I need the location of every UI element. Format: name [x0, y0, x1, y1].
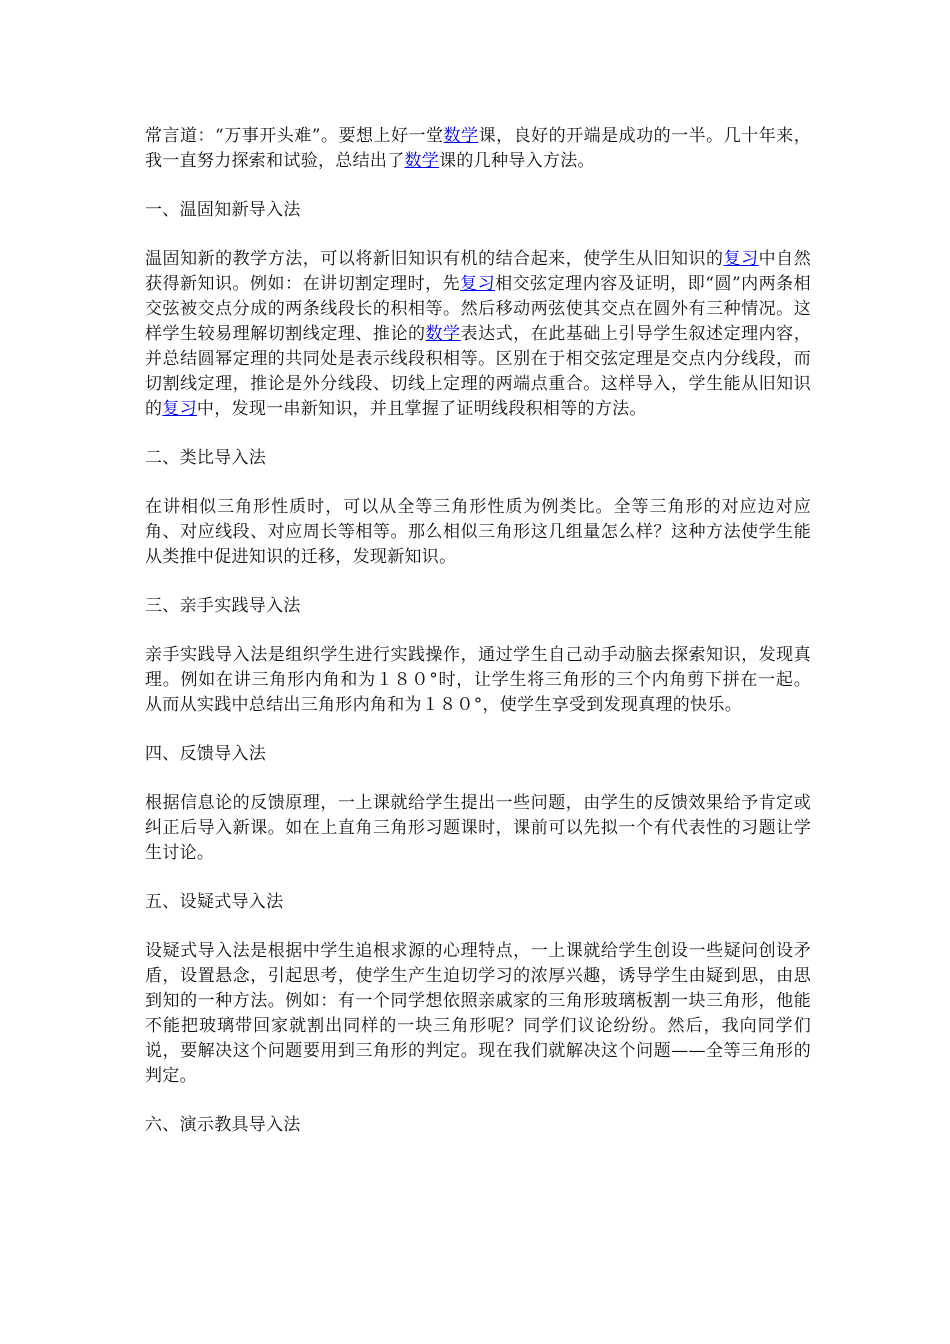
- link-review[interactable]: 复习: [460, 274, 496, 294]
- intro-text-3: 课的几种导入方法。: [439, 151, 595, 171]
- section-body-2: 在讲相似三角形性质时，可以从全等三角形性质为例类比。全等三角形的对应边对应角、对应线段、对应周长等相等。那么相似三角形这几组量怎么样？这种方法使学生能从类推中促进知识的迁移，发现新知识。: [145, 497, 811, 567]
- s1-text-3: 相交弦定理内容及证明，即“圆”内两条相交弦被交点分成的两条线段长的积相等。然后移动两弦使其交点在圆外有三种情况。这样学生较易理解切割线定理、推论的: [145, 274, 811, 344]
- link-review[interactable]: 复习: [723, 249, 759, 269]
- section-heading-3: 三、亲手实践导入法: [145, 596, 301, 616]
- link-review[interactable]: 复习: [162, 399, 197, 419]
- link-math[interactable]: 数学: [404, 151, 440, 171]
- s1-text-5: 中，发现一串新知识，并且掌握了证明线段积相等的方法。: [196, 399, 647, 419]
- link-math[interactable]: 数学: [443, 126, 479, 146]
- link-math[interactable]: 数学: [425, 324, 461, 344]
- s1-text-4: 表达式，在此基础上引导学生叙述定理内容，并总结圆幂定理的共同处是表示线段积相等。区别在于相交弦定理是交点内分线段，而切割线定理，推论是外分线段、切线上定理的两端点重合。这样导入，学生能从旧知识的: [145, 324, 811, 419]
- section-heading-4: 四、反馈导入法: [145, 744, 267, 764]
- section-body-1: [145, 247, 811, 422]
- section-body-4: 根据信息论的反馈原理，一上课就给学生提出一些问题，由学生的反馈效果给予肯定或纠正后导入新课。如在上直角三角形习题课时，课前可以先拟一个有代表性的习题让学生讨论。: [145, 793, 811, 863]
- intro-text-1: 常言道：“万事开头难”。要想上好一堂: [145, 126, 444, 146]
- section-heading-5: 五、设疑式导入法: [145, 892, 284, 912]
- s1-text-2: 中自然获得新知识。例如：在讲切割定理时，先: [145, 249, 812, 294]
- section-body-5: 设疑式导入法是根据中学生追根求源的心理特点，一上课就给学生创设一些疑问创设矛盾，设置悬念，引起思考，使学生产生迫切学习的浓厚兴趣，诱导学生由疑到思，由思到知的一种方法。例如：有一个同学想依照亲戚家的三角形玻璃板割一块三角形，他能不能把玻璃带回家就割出同样的一块三角形呢？同学们议论纷纷。然后，我向同学们说，要解决这个问题要用到三角形的判定。现在我们就解决这个问题——全等三角形的判定。: [145, 941, 811, 1086]
- section-body-3: 亲手实践导入法是组织学生进行实践操作，通过学生自己动手动脑去探索知识，发现真理。例如在讲三角形内角和为１８０°时，让学生将三角形的三个内角剪下拼在一起。从而从实践中总结出三角形内角和为１８０°，使学生享受到发现真理的快乐。: [145, 645, 811, 715]
- section-heading-2: 二、类比导入法: [145, 448, 267, 468]
- document-page: [145, 124, 811, 1162]
- section-heading-1: 一、温固知新导入法: [145, 200, 301, 220]
- section-heading-6: 六、演示教具导入法: [145, 1115, 301, 1135]
- s1-text-1: 温固知新的教学方法，可以将新旧知识有机的结合起来，使学生从旧知识的: [145, 249, 724, 269]
- intro-text-2: 课，良好的开端是成功的一半。几十年来，我一直努力探索和试验，总结出了: [145, 126, 812, 171]
- intro-paragraph: [145, 124, 811, 174]
